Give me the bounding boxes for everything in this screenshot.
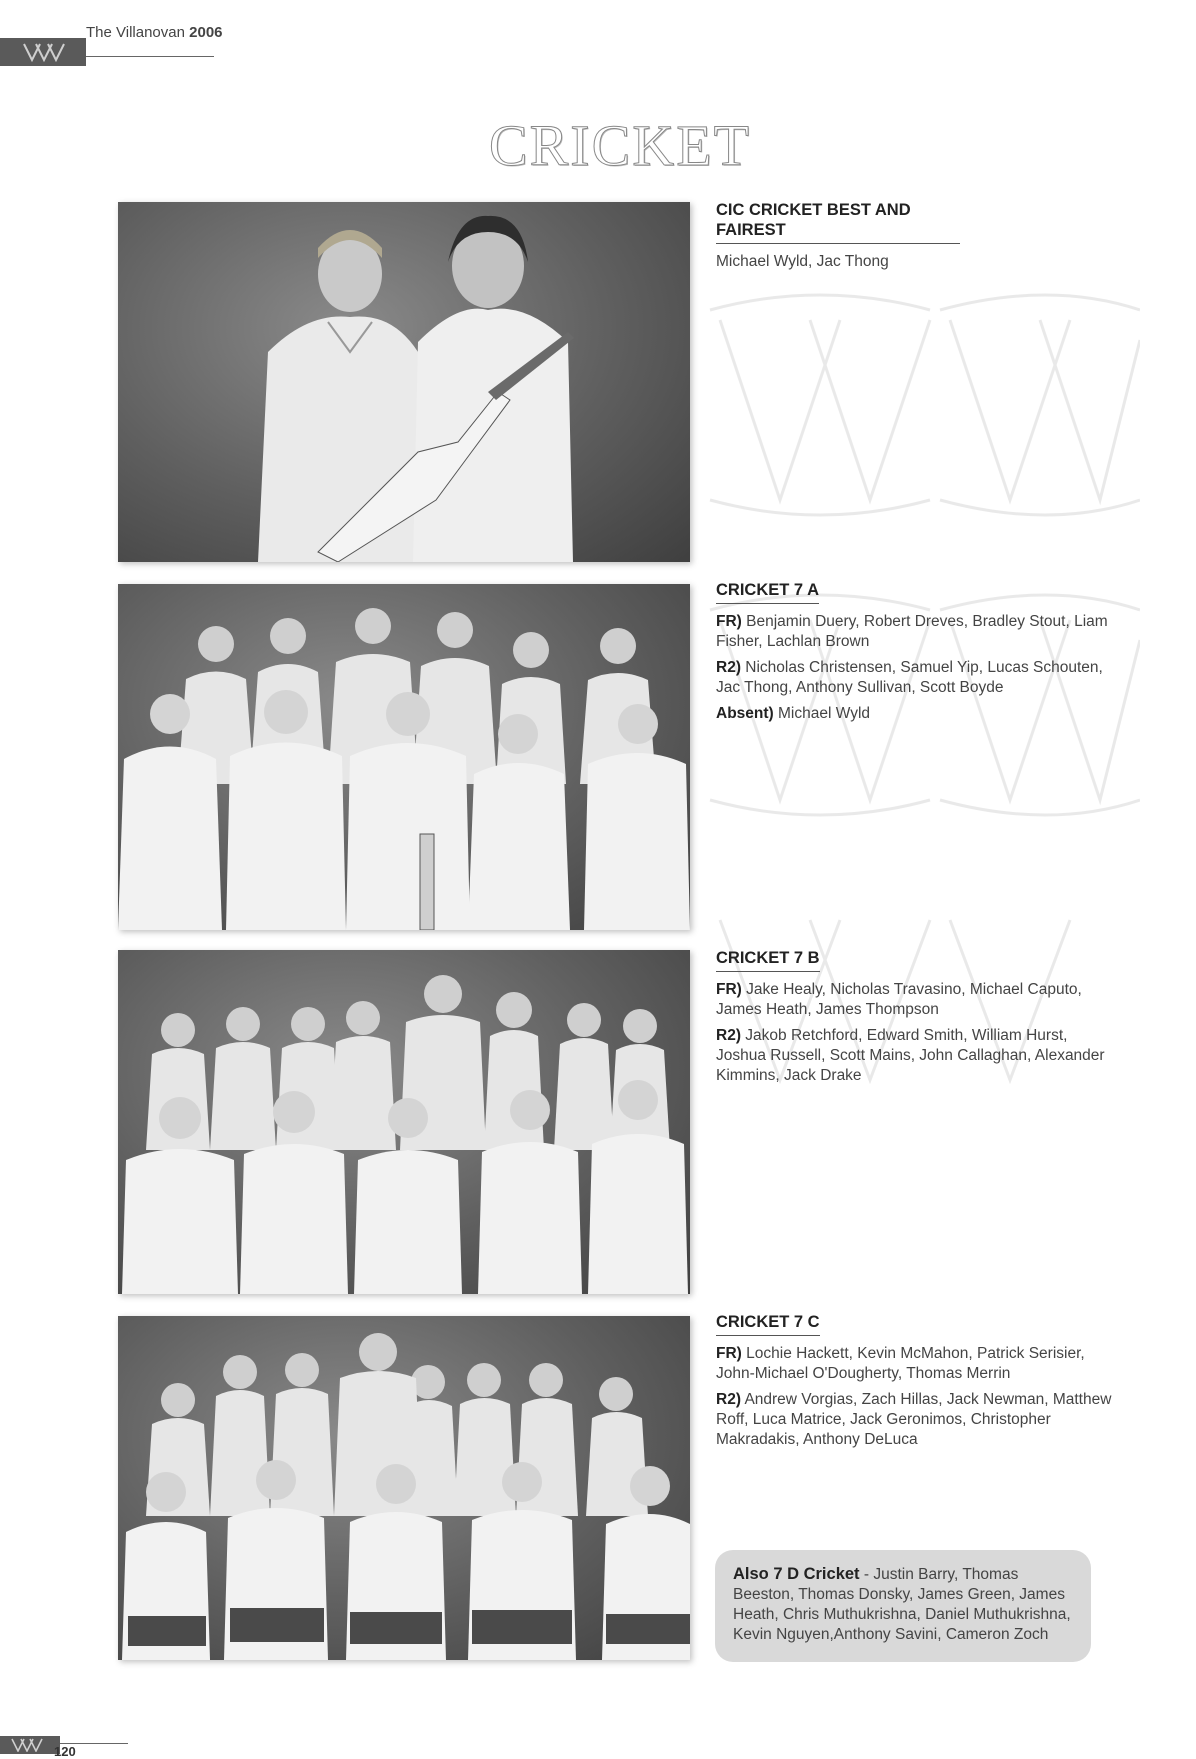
row-names: Lochie Hackett, Kevin McMahon, Patrick Serisier, John-Michael O'Dougherty, Thomas Merrin bbox=[716, 1345, 1085, 1382]
row-names: Nicholas Christensen, Samuel Yip, Lucas Schouten, Jac Thong, Anthony Sullivan, Scott Boyde bbox=[716, 659, 1103, 696]
photo-cricket-7a bbox=[118, 584, 690, 930]
section-title: CRICKET 7 B bbox=[716, 948, 820, 972]
section-names: Michael Wyld, Jac Thong bbox=[716, 253, 889, 270]
villanova-logo-icon bbox=[10, 1738, 50, 1752]
header-rule bbox=[86, 56, 214, 57]
also-7d-box bbox=[715, 1550, 1091, 1662]
photo-cricket-7c bbox=[118, 1316, 690, 1660]
row-second bbox=[716, 658, 1116, 698]
photo-best-and-fairest bbox=[118, 202, 690, 562]
row-front bbox=[716, 1344, 1116, 1384]
also-label: Also 7 D Cricket bbox=[733, 1565, 860, 1583]
row-label: FR) bbox=[716, 1345, 742, 1362]
header-logo bbox=[0, 38, 86, 66]
row-label: FR) bbox=[716, 981, 742, 998]
row-label: Absent) bbox=[716, 705, 774, 722]
footer-logo bbox=[0, 1736, 60, 1754]
caption-best-and-fairest bbox=[716, 200, 1116, 272]
caption-cricket-7a bbox=[716, 580, 1116, 730]
photo-cricket-7b bbox=[118, 950, 690, 1294]
also-names: - Justin Barry, Thomas Beeston, Thomas Donsky, James Green, James Heath, Chris Muthukrishna, Daniel Muthukrishna, Kevin Nguyen,Anthony Savini, Cameron Zoch bbox=[733, 1566, 1071, 1643]
row-names: Jakob Retchford, Edward Smith, William Hurst, Joshua Russell, Scott Mains, John Callaghan, Alexander Kimmins, Jack Drake bbox=[716, 1027, 1105, 1084]
row-names: Michael Wyld bbox=[778, 705, 871, 722]
row-front bbox=[716, 980, 1116, 1020]
row-names: Jake Healy, Nicholas Travasino, Michael Caputo, James Heath, James Thompson bbox=[716, 981, 1082, 1018]
row-names: Andrew Vorgias, Zach Hillas, Jack Newman, Matthew Roff, Luca Matrice, Jack Geronimos, Christopher Makradakis, Anthony DeLuca bbox=[716, 1391, 1112, 1448]
section-title: CRICKET 7 A bbox=[716, 580, 819, 604]
publication-year: 2006 bbox=[189, 24, 223, 41]
row-second bbox=[716, 1026, 1116, 1086]
row-label: R2) bbox=[716, 659, 741, 676]
row-names: Benjamin Duery, Robert Dreves, Bradley Stout, Liam Fisher, Lachlan Brown bbox=[716, 613, 1108, 650]
page-title: CRICKET bbox=[488, 113, 752, 178]
page-number: 120 bbox=[54, 1744, 76, 1759]
row-label: FR) bbox=[716, 613, 742, 630]
villanova-logo-icon bbox=[22, 42, 66, 62]
publication-name: The Villanovan bbox=[86, 24, 185, 41]
row-absent bbox=[716, 704, 1116, 724]
caption-cricket-7b bbox=[716, 948, 1116, 1092]
running-header bbox=[86, 24, 223, 41]
row-label: R2) bbox=[716, 1027, 741, 1044]
row-label: R2) bbox=[716, 1391, 741, 1408]
row-second bbox=[716, 1390, 1116, 1450]
row-front bbox=[716, 612, 1116, 652]
caption-cricket-7c bbox=[716, 1312, 1116, 1456]
section-title: CRICKET 7 C bbox=[716, 1312, 820, 1336]
section-title: CIC CRICKET BEST AND FAIREST bbox=[716, 200, 960, 244]
